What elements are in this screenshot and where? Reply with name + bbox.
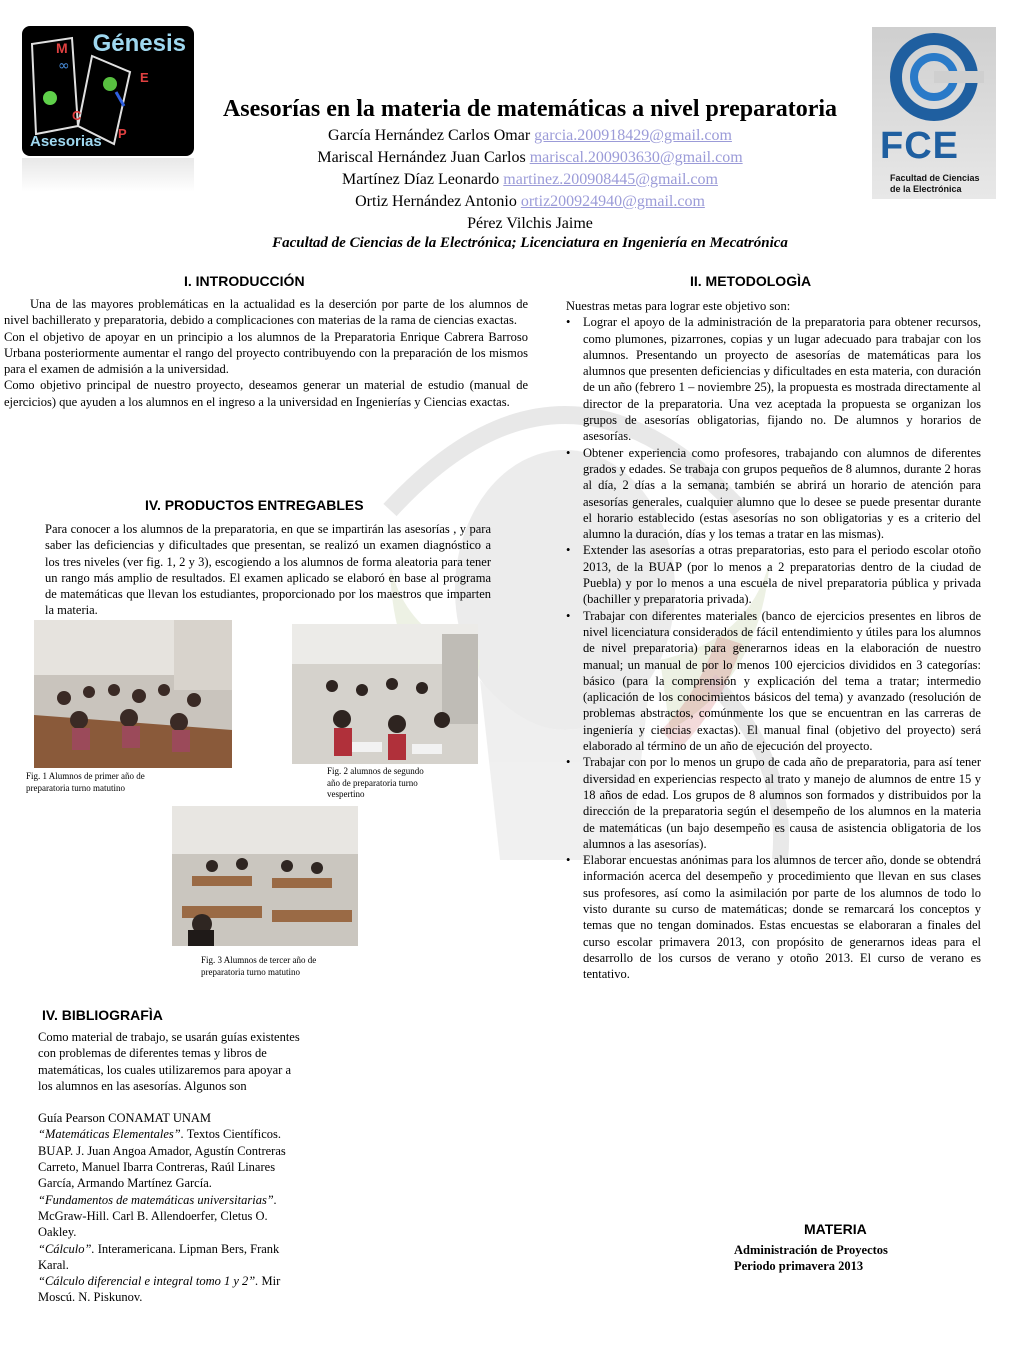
bibliografia-body <box>38 1029 300 1306</box>
list-item: • Lograr el apoyo de la administración de la preparatoria para obtener recursos, como plumones, pizarrones, copias y un lugar adecuado para trabajar con los alumnos. Presentando un proyecto de asesorías de matemáticas para los alumnos que presenten deficiencias y dificultades en esta materia, con duración de un año (febrero 1 – noviembre 25), la propuesta es mostrada directamente al director de la preparatoria. Una vez aceptada la propuesta se organizan los grupos de asesorías obligatorias, fijando no. De alumnos y horarios de asesorías. <box>566 314 981 444</box>
genesis-logo-reflection <box>22 158 194 192</box>
materia-heading: MATERIA <box>804 1221 867 1237</box>
section-heading-productos: IV. PRODUCTOS ENTREGABLES <box>145 497 364 513</box>
ref-details: Interamericana. Lipman Bers, Frank Karal. <box>38 1241 280 1272</box>
genesis-logo-subtitle: Asesorias <box>30 133 102 150</box>
fig2-photo <box>292 624 478 764</box>
fce-logo-mark: FCE <box>880 125 959 167</box>
ref-title: “Cálculo”. <box>38 1241 95 1256</box>
author-line <box>220 193 840 211</box>
classroom-photo-3 <box>172 806 358 946</box>
author-line <box>220 149 840 167</box>
section-heading-introduccion: I. INTRODUCCIÓN <box>184 273 305 289</box>
fig1-photo <box>34 620 232 768</box>
bibliografia-ref <box>38 1241 300 1274</box>
metodologia-body <box>566 298 981 982</box>
list-item: • Elaborar encuestas anónimas para los alumnos de tercer año, donde se obtendrá información acerca del desempeño y procedimiento que llevan en sus clases sus profesores, así como la asimilación por parte de los alumnos de todo lo visto durante su curso de matemáticas; donde se remarcará los conceptos y temas que no tengan dominados. Estas encuestas se elaboraran a finales del curso escolar primavera 2013, con propósito de generarnos ideas para el desarrollo de los cursos de verano y otoño 2013. El curso de verano es tentativo. <box>566 852 981 982</box>
classroom-photo-1 <box>34 620 232 768</box>
author-name: Ortiz Hernández Antonio <box>355 193 517 210</box>
spacer <box>38 1094 300 1110</box>
fig1-caption: Fig. 1 Alumnos de primer año de preparatoria turno matutino <box>26 771 145 793</box>
genesis-logo-letter-p: P <box>118 126 127 141</box>
affiliation: Facultad de Ciencias de la Electrónica; Licenciatura en Ingeniería en Mecatrónica <box>272 235 788 251</box>
fce-logo-subtitle-line-2: de la Electrónica <box>890 184 962 194</box>
introduccion-paragraph: Con el objetivo de apoyar en un principio a los alumnos de la Preparatoria Enrique Cabrera Barroso Urbana posteriormente aumentar el rango del proyecto contribuyendo con la preparación de los mismos para el examen de admisión a la universidad. <box>4 329 528 377</box>
list-item: • Obtener experiencia como profesores, trabajando con alumnos de diferentes grados y edades. Se trabaja con grupos pequeños de 8 alumnos, durante 2 horas al día, 2 días a la semana; también se abrirá un horario de atención para asesorías generales, cualquier alumno que lo desee se puede presentar durante el horario establecido (estas asesorías no son obligatorias y es a criterio del alumno la duración, días y los temas a tratar en las mismas). <box>566 445 981 543</box>
author-line <box>220 171 840 189</box>
fig2-caption: Fig. 2 alumnos de segundo año de preparatoria turno vespertino <box>327 766 424 799</box>
genesis-logo <box>22 26 194 156</box>
section-heading-metodologia: II. METODOLOGÌA <box>690 273 812 289</box>
productos-body: Para conocer a los alumnos de la preparatoria, en que se impartirán las asesorías , y para saber las deficiencias y dificultades que presentan, se realizó un examen diagnóstico a los tres niveles (ver fig. 1, 2 y 3), escogiendo a los alumnos de forma aleatoria para tener un rango más amplio de resultados. El examen aplicado se elaboró en base al programa de matemáticas que llevan los estudiantes, proporcionado por los maestros que imparten la materia. <box>45 522 491 618</box>
author-name: Martínez Díaz Leonardo <box>342 171 500 188</box>
poster-title: Asesorías en la materia de matemáticas a nivel preparatoria <box>222 96 838 122</box>
ref-title: “Cálculo diferencial e integral tomo 1 y 2”. <box>38 1274 259 1289</box>
genesis-logo-letter-m: M <box>56 40 68 56</box>
ref-details: Mir Moscú. N. Piskunov. <box>38 1274 281 1305</box>
author-name: García Hernández Carlos Omar <box>328 127 531 144</box>
author-line <box>220 215 840 233</box>
fce-swirl-logo-icon <box>872 27 996 123</box>
author-email-link[interactable]: garcia.200918429@gmail.com <box>534 127 732 144</box>
bibliografia-intro: Como material de trabajo, se usarán guías existentes con problemas de diferentes temas y libros de matemáticas, los cuales utilizaremos para apoyar a los alumnos en las asesorías. Algunos son <box>38 1030 300 1093</box>
fce-logo-subtitle-line-1: Facultad de Ciencias <box>890 173 980 183</box>
list-item: • Trabajar con diferentes materiales (banco de ejercicios presentes en libros de nivel licenciatura considerados de fácil entendimiento y útiles para los alumnos de nivel preparatoria) para generarnos ideas en la elaboración de nuestro manual; un manual de por lo menos 100 ejercicios divididos en 3 categorías: básico (para la comprensión y explicación del tema a tratar; intermedio (aplicación de los conocimientos básicos del tema) y avanzado (resolución de problemas abstractos, comúnmente los que se encuentran en las carreras de ingeniería y ciencias exactas). El manual final (objetivo del proyecto) será elaborado al término de un año de ejecución del proyecto. <box>566 608 981 755</box>
genesis-logo-letter-e: E <box>140 70 149 85</box>
classroom-photo-2 <box>292 624 478 764</box>
introduccion-body <box>4 296 528 410</box>
fig3-caption: Fig. 3 Alumnos de tercer año de preparatoria turno matutino <box>201 955 317 977</box>
author-email-link[interactable]: mariscal.200903630@gmail.com <box>529 149 743 166</box>
materia-course: Administración de Proyectos <box>734 1243 888 1257</box>
ref-title: “Matemáticas Elementales”. <box>38 1127 184 1142</box>
genesis-logo-letter-c: C <box>72 108 82 123</box>
author-name: Pérez Vilchis Jaime <box>467 215 593 232</box>
bibliografia-ref <box>38 1192 300 1241</box>
author-email-link[interactable]: martinez.200908445@gmail.com <box>503 171 718 188</box>
materia-period: Periodo primavera 2013 <box>734 1259 864 1273</box>
introduccion-paragraph: Como objetivo principal de nuestro proyecto, deseamos generar un material de estudio (manual de ejercicios) que ayuden a los alumnos en el ingreso a la universidad en Ingenierías y Ciencias exactas. <box>4 378 528 409</box>
bibliografia-ref <box>38 1110 300 1191</box>
metodologia-list <box>566 314 981 982</box>
author-email-link[interactable]: ortiz200924940@gmail.com <box>520 193 705 210</box>
ref-title: “Fundamentos de matemáticas universitarias”. <box>38 1192 277 1207</box>
list-item: • Trabajar con por lo menos un grupo de cada año de preparatoria, para así tener diversidad en experiencias respecto al trato y manejo de alumnos de entre 15 y 18 años de edad. Los grupos de 8 alumnos son formados y distribuidos por la dirección de la preparatoria según el desempeño de los alumnos en la materia de matemáticas (un bajo desempeño es causa de asistencia obligatoria de los alumnos a las asesorías). <box>566 754 981 852</box>
author-name: Mariscal Hernández Juan Carlos <box>317 149 526 166</box>
fce-logo-subtitle <box>890 173 980 195</box>
bibliografia-ref <box>38 1273 300 1306</box>
svg-text:∞: ∞ <box>58 58 70 74</box>
author-line <box>220 127 840 145</box>
introduccion-paragraph: Una de las mayores problemáticas en la actualidad es la deserción por parte de los alumnos de nivel bachillerato y preparatoria, debido a complicaciones con materias de la rama de ciencias exactas. <box>4 297 528 328</box>
ref-details: McGraw-Hill. Carl B. Allendoerfer, Cletus O. Oakley. <box>38 1208 268 1240</box>
ref-details: Textos Científicos. BUAP. J. Juan Angoa Amador, Agustín Contreras Carreto, Manuel Ibarra Contreras, Raúl Linares García, Armando Martínez García. <box>38 1127 286 1191</box>
section-heading-bibliografia: IV. BIBLIOGRAFÌA <box>42 1007 163 1023</box>
fce-logo <box>872 27 996 199</box>
genesis-logo-title: Génesis <box>92 30 186 57</box>
metodologia-intro: Nuestras metas para lograr este objetivo son: <box>566 299 791 313</box>
ref-pre: Guía Pearson CONAMAT UNAM <box>38 1111 212 1126</box>
list-item: • Extender las asesorías a otras preparatorias, esto para el periodo escolar otoño 2013, de la BUAP (por lo menos a 2 preparatorias dentro de la ciudad de Puebla) y por lo menos a una escuela de nivel preparatoria pública y privada (bachiller y preparatoria privada). <box>566 542 981 607</box>
fig3-photo <box>172 806 358 946</box>
